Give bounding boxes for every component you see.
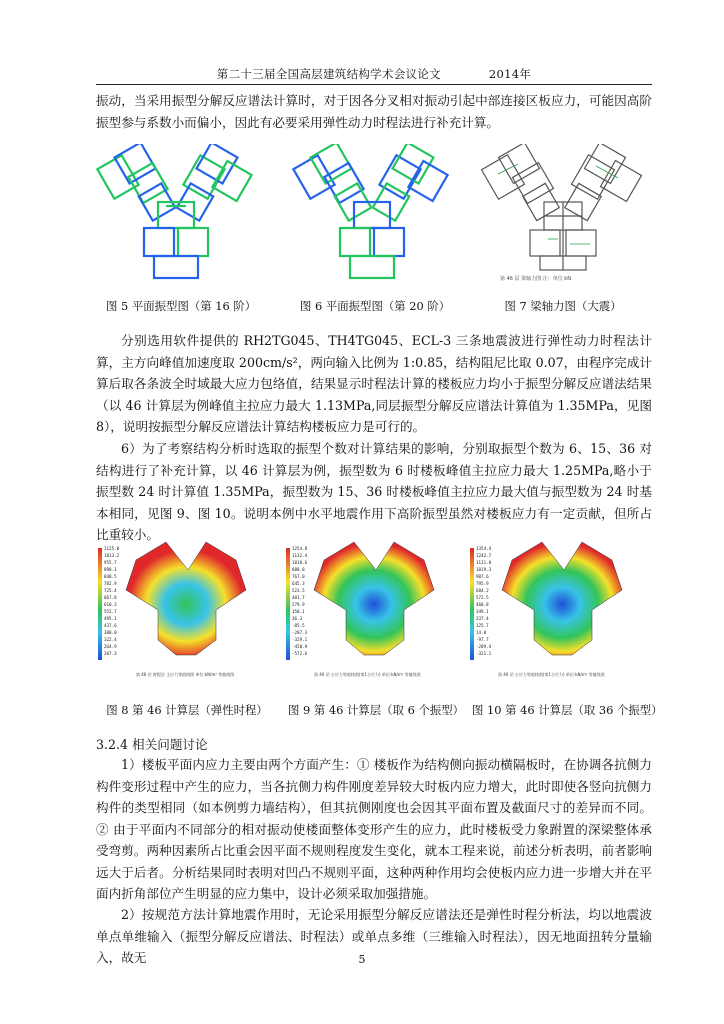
fig8-stress-contour-legend-label: 322.4 xyxy=(104,637,117,642)
fig10-stress-contour xyxy=(468,530,652,680)
fig8-stress-contour-legend-label: 380.0 xyxy=(104,630,117,635)
fig8-stress-contour-legend-label: 1125.0 xyxy=(104,546,120,551)
fig8-stress-contour-legend-label: 1013.2 xyxy=(104,553,120,558)
fig8-stress-contour-legend-label: 264.9 xyxy=(104,644,117,649)
fig8-stress-contour-legend-label: 955.7 xyxy=(104,560,117,565)
fig9-stress-contour xyxy=(284,530,464,680)
fig9-stress-contour-legend-label: -450.9 xyxy=(292,644,308,649)
fig6-mode-shape-plan xyxy=(292,144,452,284)
header-title: 第二十三届全国高层建筑结构学术会议论文 xyxy=(216,67,441,81)
fig10-stress-contour-legend-label: 237.4 xyxy=(476,616,489,621)
fig10-stress-contour-legend-label: 1131.0 xyxy=(476,560,492,565)
paragraph-1: 振动，当采用振型分解反应谱法计算时，对于因各分叉相对振动引起中部连接区板应力，可能因高阶振型参与系数小而偏小，因此有必要采用弹性动力时程法进行补充计算。 xyxy=(96,93,652,130)
fig7-caption: 图 7 梁轴力图（大震） xyxy=(504,299,622,313)
fig6-caption: 图 6 平面振型图（第 20 阶） xyxy=(300,299,451,313)
fig9-stress-contour-legend-label: 888.8 xyxy=(292,567,305,572)
fig8-stress-contour-legend-label: 437.6 xyxy=(104,623,117,628)
fig10-stress-contour-legend-label: 1019.3 xyxy=(476,567,492,572)
fig9-stress-contour-legend-label: 158.1 xyxy=(292,609,305,614)
fig10-stress-contour-legend-label: 795.9 xyxy=(476,581,489,586)
fig8-stress-contour-legend-label: 667.8 xyxy=(104,595,117,600)
fig9-stress-contour-legend-label: 1010.6 xyxy=(292,560,308,565)
paragraph-5: 2）按规范方法计算地震作用时，无论采用振型分解反应谱法还是弹性时程分析法，均以地震波单点单维输入（振型分解反应谱法、时程法）或单点多维（三维输入时程法），因无地面扭转分量输入，故无 xyxy=(96,907,652,965)
paragraph-2: 分别选用软件提供的 RH2TG045、TH4TG045、ECL-3 三条地震波进行弹性动力时程法计算，主方向峰值加速度取 200cm/s²，两向输入比例为 1:0.85，结构阻尼比取 0.07，由程序完成计算后取各条波全时域最大应力包络值，结果显示时程法计算的楼板应力均小于振型分解反应谱法结果（以 46 计算层为例峰值主拉应力最大 1.13MPa,同层振型分解反应谱法计算值为 1.35MPa，见图 8），说明按振型分解反应谱法计算结构楼板应力是可行的。 xyxy=(96,333,652,434)
figure-row-1 xyxy=(96,144,652,324)
fig5-caption: 图 5 平面振型图（第 16 阶） xyxy=(106,299,257,313)
header-rule xyxy=(96,84,652,85)
fig5-mode-shape-plan xyxy=(96,144,256,284)
fig9-stress-contour-legend-label: -572.6 xyxy=(292,651,308,656)
fig8-stress-contour-legend-label: 898.1 xyxy=(104,567,117,572)
fig10-caption: 图 10 第 46 计算层（取 36 个振型） xyxy=(472,703,663,717)
fig10-stress-contour-legend-label: 125.7 xyxy=(476,623,489,628)
fig10-stress-contour-legend-label: -97.7 xyxy=(476,637,489,642)
fig9-stress-contour-legend-label: 401.7 xyxy=(292,595,305,600)
fig8-small-caption: 第 46 层 时程法 主应力等值线图 单位:kN/m² 等值线图 xyxy=(136,672,235,677)
fig9-stress-contour-legend-label: 767.0 xyxy=(292,574,305,579)
fig10-stress-contour-legend-label: -209.4 xyxy=(476,644,492,649)
fig10-small-caption: 第 46 层 主应力等值线图(第1主应力) 单位:kN/m² 等值线图 xyxy=(498,672,605,677)
fig8-stress-contour-legend-label: 782.9 xyxy=(104,581,117,586)
fig8-stress-contour-legend-label: 552.7 xyxy=(104,609,117,614)
fig9-stress-contour-legend-label: -85.5 xyxy=(292,623,305,628)
page-number: 5 xyxy=(358,953,366,966)
header-year: 2014年 xyxy=(488,67,532,81)
fig10-stress-contour-legend-bar xyxy=(470,548,474,660)
fig8-stress-contour xyxy=(96,530,276,680)
fig10-stress-contour-legend-label: 1354.4 xyxy=(476,546,492,551)
fig10-stress-contour-legend-label: 349.1 xyxy=(476,609,489,614)
paragraph-3: 6）为了考察结构分析时选取的振型个数对计算结果的影响，分别取振型个数为 6、15、36 对结构进行了补充计算，以 46 计算层为例，振型数为 6 时楼板峰值主拉应力最大 1.25MPa,略小于振型数 24 时计算值 1.35MPa，振型数为 15、36 时楼板峰值主拉应力最大值与振型数为 24 时基本相同，见图 9、图 10。说明本例中水平地震作用下高阶振型虽然对楼板应力有一定贡献，但所占比重较小。 xyxy=(96,441,652,542)
fig9-stress-contour-legend-label: -207.3 xyxy=(292,630,308,635)
fig10-stress-contour-legend-label: 907.6 xyxy=(476,574,489,579)
figure-row-2 xyxy=(96,530,663,720)
fig9-stress-contour-legend-bar xyxy=(286,548,290,660)
fig10-stress-contour-legend-label: 460.8 xyxy=(476,602,489,607)
fig9-stress-contour-legend-label: -329.1 xyxy=(292,637,308,642)
fig9-stress-contour-legend-label: 1254.8 xyxy=(292,546,308,551)
fig8-stress-contour-legend-label: 725.4 xyxy=(104,588,117,593)
fig8-stress-contour-legend-label: 610.3 xyxy=(104,602,117,607)
fig8-stress-contour-legend-label: 495.1 xyxy=(104,616,117,621)
fig9-stress-contour-legend-label: 523.5 xyxy=(292,588,305,593)
fig8-caption: 图 8 第 46 计算层（弹性时程） xyxy=(106,703,268,717)
fig10-stress-contour-legend-label: 14.0 xyxy=(476,630,487,635)
fig9-stress-contour-legend-label: 36.3 xyxy=(292,616,303,621)
section-heading: 3.2.4 相关问题讨论 xyxy=(96,737,208,752)
fig10-stress-contour-legend-label: -321.1 xyxy=(476,651,492,656)
fig9-stress-contour-legend-label: 279.9 xyxy=(292,602,305,607)
fig9-stress-contour-legend-label: 1132.4 xyxy=(292,553,308,558)
fig8-stress-contour-legend-label: 840.5 xyxy=(104,574,117,579)
fig8-stress-contour-legend-bar xyxy=(98,548,102,660)
fig10-stress-contour-legend-label: 572.5 xyxy=(476,595,489,600)
fig7-beam-axial-force-plan xyxy=(478,144,648,284)
fig10-stress-contour-legend-label: 1242.7 xyxy=(476,553,492,558)
running-header xyxy=(96,66,652,82)
fig8-stress-contour-legend-label: 207.3 xyxy=(104,651,117,656)
fig10-stress-contour-legend-label: 684.2 xyxy=(476,588,489,593)
fig9-stress-contour-legend-label: 645.3 xyxy=(292,581,305,586)
fig9-small-caption: 第 46 层 主应力等值线图(第1主应力) 单位:kN/m² 等值线图 xyxy=(314,672,421,677)
fig7-small-caption: 第 46 层 梁轴力图 注：单位 kN xyxy=(500,276,571,282)
fig9-caption: 图 9 第 46 计算层（取 6 个振型） xyxy=(288,703,465,717)
paragraph-4: 1）楼板平面内应力主要由两个方面产生：① 楼板作为结构侧向振动横隔板时，在协调各抗侧力构件变形过程中产生的应力，当各抗侧力构件刚度差异较大时板内应力增大，此时即使各竖向抗侧力构件的类型相同（如本例剪力墙结构），但其抗侧刚度也会因其平面布置及截面尺寸的差异而不同。② 由于平面内不同部分的相对振动使楼面整体变形产生的应力，此时楼板受力象跗置的深梁整体承受弯剪。两种因素所占比重会因平面不规则程度发生变化，就本工程来说，前述分析表明，前者影响远大于后者。分析结果同时表明对凹凸不规则平面，这种两种作用均会使板内应力进一步增大并在平面内折角部位产生明显的应力集中，设计必须采取加强措施。 xyxy=(96,757,652,901)
